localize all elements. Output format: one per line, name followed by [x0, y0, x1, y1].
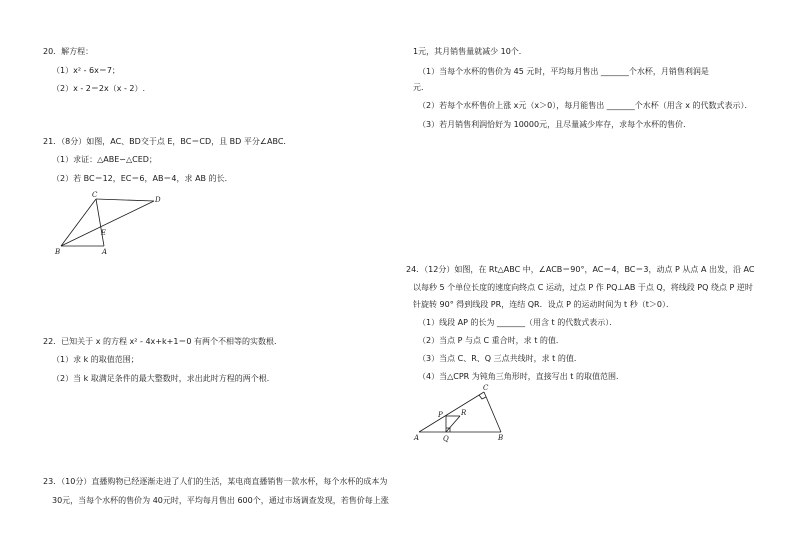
q21-figure	[52, 190, 182, 260]
q20-part2: （2）x - 2＝2x（x - 2）.	[52, 84, 146, 93]
label-b: B	[55, 248, 61, 256]
q24-part3: （3）当点 C、R、Q 三点共线时，求 t 的值．	[418, 354, 582, 363]
q24-part1: （1）线段 AP 的长为 _______（用含 t 的代数式表示）．	[418, 318, 618, 327]
label-q: Q	[443, 435, 449, 443]
q20-part1: （1）x² - 6x＝7；	[52, 66, 120, 75]
q23-cont-line1: 1元，其月销售量就减少 10个．	[413, 47, 527, 56]
label-b: B	[498, 434, 504, 442]
label-c: C	[92, 191, 98, 199]
q23-cont-line5: （3）若月销售利润恰好为 10000元，且尽量减少库存，求每个水杯的售价．	[418, 120, 692, 129]
q23-cont-line3: 元．	[413, 83, 429, 92]
segment-ca	[96, 199, 107, 246]
segment-cb	[484, 392, 501, 432]
q24-line2: 以每秒 5 个单位长度的速度向终点 C 运动，过点 P 作 PQ⊥AB 于点 Q，将线段 PQ 绕点 P 逆时	[413, 283, 753, 292]
q21-title: 21．（8分）如图，AC、BD交于点 E，BC＝CD，且 BD 平分∠ABC．	[43, 137, 292, 146]
q24-part2: （2）当点 P 与点 C 重合时，求 t 的值．	[418, 336, 564, 345]
label-c: C	[483, 384, 489, 392]
label-d: D	[155, 196, 161, 204]
label-e: E	[101, 229, 107, 237]
q21-part2: （2）若 BC＝12，EC＝6，AB＝4，求 AB 的长．	[52, 174, 233, 183]
q22-part1: （1）求 k 的取值范围；	[52, 355, 139, 364]
q24-part4: （4）当△CPR 为钝角三角形时，直接写出 t 的取值范围．	[418, 372, 624, 381]
q22-part2: （2）当 k 取满足条件的最大整数时，求出此时方程的两个根．	[52, 374, 275, 383]
label-a: A	[102, 248, 108, 256]
q23-cont-line4: （2）若每个水杯售价上涨 x元（x＞0），每月能售出 _______个水杯（用含 x 的代数式表示）．	[418, 101, 753, 110]
q24-line3: 针旋转 90° 得到线段 PR，连结 QR．设点 P 的运动时间为 t 秒（t＞0）．	[413, 300, 674, 309]
segment-cd	[96, 199, 154, 201]
q20-title: 20．解方程：	[43, 47, 94, 56]
segment-bd	[61, 201, 154, 246]
q24-line1: 24．（12分）如图，在 Rt△ABC 中，∠ACB＝90°，AC＝4，BC＝3，动点 P 从点 A 出发，沿 AC	[406, 265, 755, 274]
segment-qr	[446, 416, 460, 432]
q23-cont-line2: （1）当每个水杯的售价为 45 元时，平均每月售出 _______个水杯，月销售利润是	[418, 67, 709, 76]
q21-part1: （1）求证：△ABE∽△CED；	[52, 155, 157, 164]
right-angle-c	[479, 395, 486, 399]
q22-title: 22．已知关于 x 的方程 x² - 4x+k+1＝0 有两个不相等的实数根．	[43, 337, 283, 346]
q24-figure	[410, 384, 520, 444]
segment-cb	[61, 199, 96, 246]
label-a: A	[414, 434, 420, 442]
q23-line1: 23．（10分）直播购物已经逐渐走进了人们的生活，某电商直播销售一款水杯，每个水杯的成本为	[43, 477, 388, 486]
label-p: P	[438, 411, 443, 419]
q23-line2: 30元，当每个水杯的售价为 40元时，平均每月售出 600个，通过市场调查发现，若售价每上涨	[52, 496, 389, 505]
label-r: R	[461, 409, 467, 417]
